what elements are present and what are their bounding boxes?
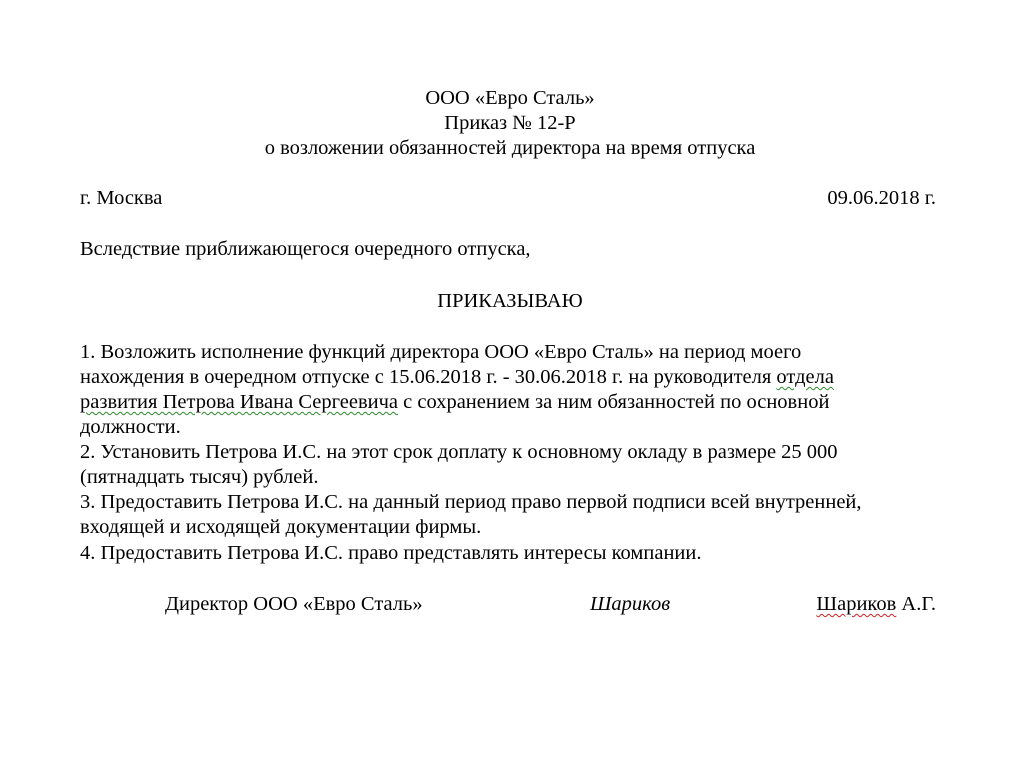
item-1-grammar-mark-2: развития Петрова Ивана Сергеевича	[80, 391, 399, 413]
signature: Шариков	[590, 593, 671, 615]
command-word: ПРИКАЗЫВАЮ	[437, 290, 583, 312]
item-1-line-2	[80, 365, 834, 390]
signatory-surname: Шариков	[816, 593, 897, 615]
company-name: ООО «Евро Сталь»	[425, 87, 595, 109]
preamble: Вследствие приближающегося очередного отпуска,	[80, 238, 531, 260]
item-1-line-1: 1. Возложить исполнение функций директора ООО «Евро Сталь» на период моего	[80, 341, 802, 363]
order-title: Приказ № 12-Р	[444, 112, 576, 134]
signatory-name	[816, 592, 936, 617]
item-1-line-3	[80, 390, 829, 415]
item-3-line-1: 3. Предоставить Петрова И.С. на данный период право первой подписи всей внутренней,	[80, 491, 862, 513]
item-1-line-3-text: с сохранением за ним обязанностей по основной	[398, 391, 830, 413]
signature-position: Директор ООО «Евро Сталь»	[165, 593, 423, 615]
item-4-line-1: 4. Предоставить Петрова И.С. право представлять интересы компании.	[80, 542, 702, 564]
item-2-line-1: 2. Установить Петрова И.С. на этот срок доплату к основному окладу в размере 25 000	[80, 441, 838, 463]
item-1-line-4: должности.	[80, 416, 181, 438]
city: г. Москва	[80, 187, 163, 209]
item-1-grammar-mark: отдела	[776, 366, 834, 388]
item-1-line-2-text: нахождения в очередном отпуске с 15.06.2018 г. - 30.06.2018 г. на руководителя	[80, 366, 777, 388]
item-2-line-2: (пятнадцать тысяч) рублей.	[80, 466, 319, 488]
order-date: 09.06.2018 г.	[827, 187, 936, 209]
order-subject: о возложении обязанностей директора на время отпуска	[264, 137, 756, 159]
item-3-line-2: входящей и исходящей документации фирмы.	[80, 516, 482, 538]
signatory-initials: А.Г.	[896, 593, 936, 615]
